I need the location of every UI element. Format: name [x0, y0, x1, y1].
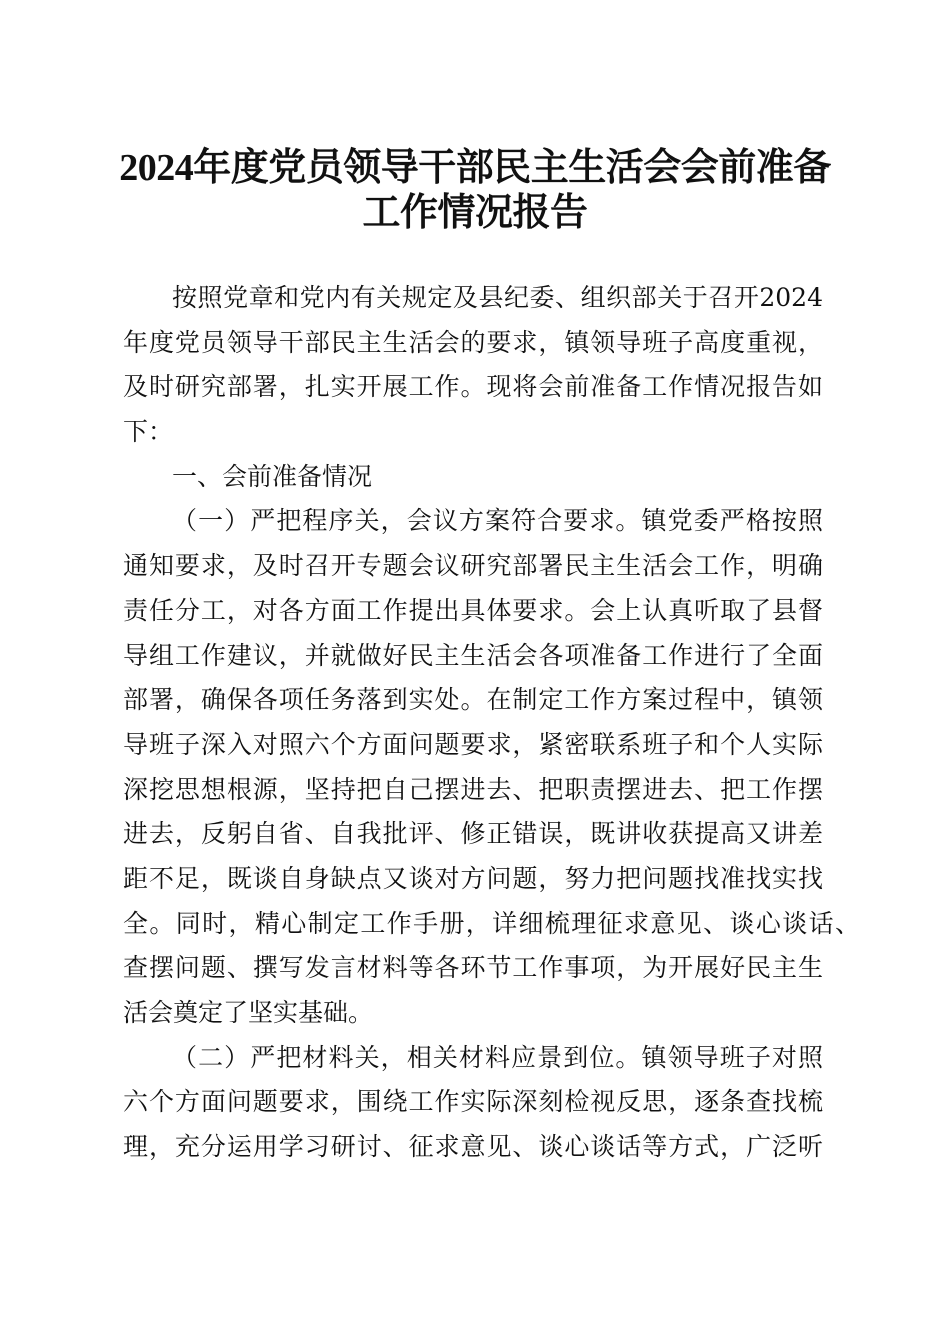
- text-line: 导组工作建议，并就做好民主生活会各项准备工作进行了全面: [123, 640, 823, 670]
- document-body: [123, 276, 860, 1170]
- text-line: 按照党章和党内有关规定及县纪委、组织部关于召开2024: [172, 283, 823, 312]
- text-line: 查摆问题、撰写发言材料等各环节工作事项，为开展好民主生: [123, 953, 823, 983]
- text-line: 年度党员领导干部民主生活会的要求，镇领导班子高度重视，: [123, 327, 823, 357]
- text-line: 责任分工，对各方面工作提出具体要求。会上认真听取了县督: [123, 595, 823, 625]
- text-line: 理，充分运用学习研讨、征求意见、谈心谈话等方式，广泛听: [123, 1132, 823, 1162]
- subsection-2-paragraph: [123, 1036, 823, 1170]
- text-line: 部署，确保各项任务落到实处。在制定工作方案过程中，镇领: [123, 685, 823, 715]
- intro-paragraph: [123, 276, 823, 455]
- text-line: 六个方面问题要求，围绕工作实际深刻检视反思，逐条查找梳: [123, 1087, 823, 1117]
- text-line: （二）严把材料关，相关材料应景到位。镇领导班子对照: [172, 1042, 823, 1072]
- section-heading: 一、会前准备情况: [172, 461, 373, 491]
- text-line: 距不足，既谈自身缺点又谈对方问题，努力把问题找准找实找: [123, 863, 823, 893]
- text-line: 活会奠定了坚实基础。: [123, 998, 374, 1027]
- text-line: 及时研究部署，扎实开展工作。现将会前准备工作情况报告如: [123, 372, 823, 402]
- text-line: 全。同时，精心制定工作手册，详细梳理征求意见、谈心谈话、: [123, 908, 860, 938]
- text-line: 进去，反躬自省、自我批评、修正错误，既讲收获提高又讲差: [123, 819, 823, 849]
- text-line: 下：: [123, 417, 174, 447]
- subsection-1-paragraph: [123, 499, 860, 1035]
- text-line: （一）严把程序关，会议方案符合要求。镇党委严格按照: [172, 506, 823, 536]
- document-title-line-2: 工作情况报告: [362, 192, 588, 234]
- text-line: 深挖思想根源，坚持把自己摆进去、把职责摆进去、把工作摆: [123, 774, 823, 804]
- document-title-line-1: 2024年度党员领导干部民主生活会会前准备: [119, 147, 831, 189]
- text-line: 导班子深入对照六个方面问题要求，紧密联系班子和个人实际: [123, 729, 823, 759]
- text-line: 通知要求，及时召开专题会议研究部署民主生活会工作，明确: [123, 551, 823, 581]
